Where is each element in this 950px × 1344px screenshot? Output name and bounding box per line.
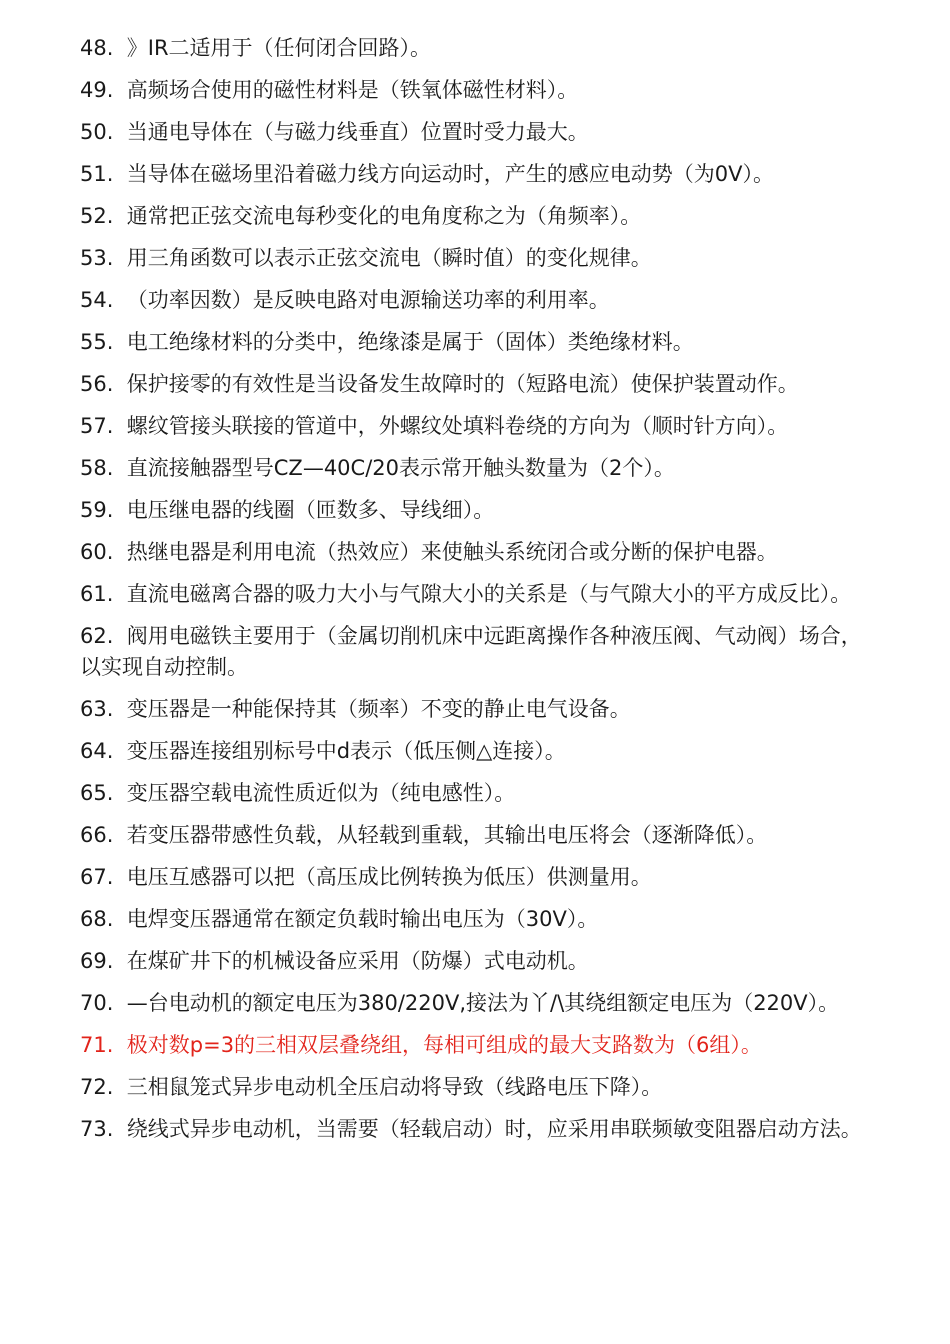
list-item bbox=[80, 820, 880, 851]
list-item bbox=[80, 159, 880, 190]
list-item bbox=[80, 1030, 880, 1061]
item-text: （功率因数）是反映电路对电源输送功率的利用率。 bbox=[126, 288, 610, 312]
list-item bbox=[80, 694, 880, 725]
item-number: 49. bbox=[80, 78, 114, 102]
item-text: 当通电导体在（与磁力线垂直）位置时受力最大。 bbox=[126, 120, 589, 144]
item-text: 变压器是一种能保持其（频率）不变的静止电气设备。 bbox=[126, 697, 631, 721]
item-number: 55. bbox=[80, 330, 114, 354]
item-number: 61. bbox=[80, 582, 114, 606]
item-number: 58. bbox=[80, 456, 114, 480]
item-text: 高频场合使用的磁性材料是（铁氧体磁性材料）。 bbox=[126, 78, 579, 102]
item-text: 变压器连接组别标号中d表示（低压侧△连接）。 bbox=[126, 739, 566, 763]
item-text: 直流电磁离合器的吸力大小与气隙大小的关系是（与气隙大小的平方成反比）。 bbox=[126, 582, 852, 606]
list-item bbox=[80, 1072, 880, 1103]
list-item bbox=[80, 988, 880, 1019]
question-list bbox=[80, 33, 880, 1145]
list-item bbox=[80, 75, 880, 106]
item-number: 73. bbox=[80, 1117, 114, 1141]
list-item bbox=[80, 201, 880, 232]
item-text: 保护接零的有效性是当设备发生故障时的（短路电流）使保护装置动作。 bbox=[126, 372, 799, 396]
item-number: 53. bbox=[80, 246, 114, 270]
item-number: 60. bbox=[80, 540, 114, 564]
list-item bbox=[80, 117, 880, 148]
item-number: 66. bbox=[80, 823, 114, 847]
list-item bbox=[80, 579, 880, 610]
list-item bbox=[80, 862, 880, 893]
item-text: 用三角函数可以表示正弦交流电（瞬时值）的变化规律。 bbox=[126, 246, 652, 270]
item-number: 70. bbox=[80, 991, 114, 1015]
item-number: 62. bbox=[80, 624, 114, 648]
item-text: 三相鼠笼式异步电动机全压启动将导致（线路电压下降）。 bbox=[126, 1075, 663, 1099]
list-item bbox=[80, 621, 880, 683]
item-text: 》IR二适用于（任何闭合回路）。 bbox=[126, 36, 432, 60]
item-number: 50. bbox=[80, 120, 114, 144]
item-text: 若变压器带感性负载，从轻载到重载，其输出电压将会（逐渐降低）。 bbox=[126, 823, 768, 847]
item-text: 在煤矿井下的机械设备应采用（防爆）式电动机。 bbox=[126, 949, 589, 973]
list-item bbox=[80, 453, 880, 484]
item-number: 51. bbox=[80, 162, 114, 186]
list-item bbox=[80, 736, 880, 767]
item-number: 65. bbox=[80, 781, 114, 805]
document-page bbox=[80, 33, 880, 1156]
item-text: 绕线式异步电动机，当需要（轻载启动）时，应采用串联频敏变阻器启动方法。 bbox=[126, 1117, 862, 1141]
item-number: 54. bbox=[80, 288, 114, 312]
item-text: 极对数p=3的三相双层叠绕组，每相可组成的最大支路数为（6组）。 bbox=[126, 1033, 762, 1057]
item-text: 当导体在磁场里沿着磁力线方向运动时，产生的感应电动势（为0V）。 bbox=[126, 162, 774, 186]
item-text: —台电动机的额定电压为380/220V,接法为丫/\其绕组额定电压为（220V）。 bbox=[126, 991, 840, 1015]
item-text: 电工绝缘材料的分类中，绝缘漆是属于（固体）类绝缘材料。 bbox=[126, 330, 694, 354]
list-item bbox=[80, 946, 880, 977]
list-item bbox=[80, 904, 880, 935]
list-item bbox=[80, 537, 880, 568]
item-text: 电焊变压器通常在额定负载时输出电压为（30V）。 bbox=[126, 907, 599, 931]
item-number: 69. bbox=[80, 949, 114, 973]
list-item bbox=[80, 411, 880, 442]
item-text: 电压互感器可以把（高压成比例转换为低压）供测量用。 bbox=[126, 865, 652, 889]
item-number: 56. bbox=[80, 372, 114, 396]
item-text: 变压器空载电流性质近似为（纯电感性）。 bbox=[126, 781, 516, 805]
item-text: 热继电器是利用电流（热效应）来使触头系统闭合或分断的保护电器。 bbox=[126, 540, 778, 564]
item-number: 48. bbox=[80, 36, 114, 60]
list-item bbox=[80, 369, 880, 400]
item-text: 阀用电磁铁主要用于（金属切削机床中远距离操作各种液压阀、气动阀）场合，以实现自动控制。 bbox=[80, 624, 862, 679]
item-text: 螺纹管接头联接的管道中，外螺纹处填料卷绕的方向为（顺时针方向）。 bbox=[126, 414, 789, 438]
item-number: 57. bbox=[80, 414, 114, 438]
list-item bbox=[80, 243, 880, 274]
item-number: 71. bbox=[80, 1033, 114, 1057]
list-item bbox=[80, 327, 880, 358]
item-text: 直流接触器型号CZ—40C/20表示常开触头数量为（2个）。 bbox=[126, 456, 675, 480]
item-number: 72. bbox=[80, 1075, 114, 1099]
item-number: 64. bbox=[80, 739, 114, 763]
item-text: 电压继电器的线圈（匝数多、导线细）。 bbox=[126, 498, 495, 522]
list-item bbox=[80, 778, 880, 809]
list-item bbox=[80, 495, 880, 526]
item-number: 63. bbox=[80, 697, 114, 721]
item-text: 通常把正弦交流电每秒变化的电角度称之为（角频率）。 bbox=[126, 204, 642, 228]
item-number: 68. bbox=[80, 907, 114, 931]
item-number: 59. bbox=[80, 498, 114, 522]
item-number: 52. bbox=[80, 204, 114, 228]
list-item bbox=[80, 33, 880, 64]
list-item bbox=[80, 1114, 880, 1145]
list-item bbox=[80, 285, 880, 316]
item-number: 67. bbox=[80, 865, 114, 889]
